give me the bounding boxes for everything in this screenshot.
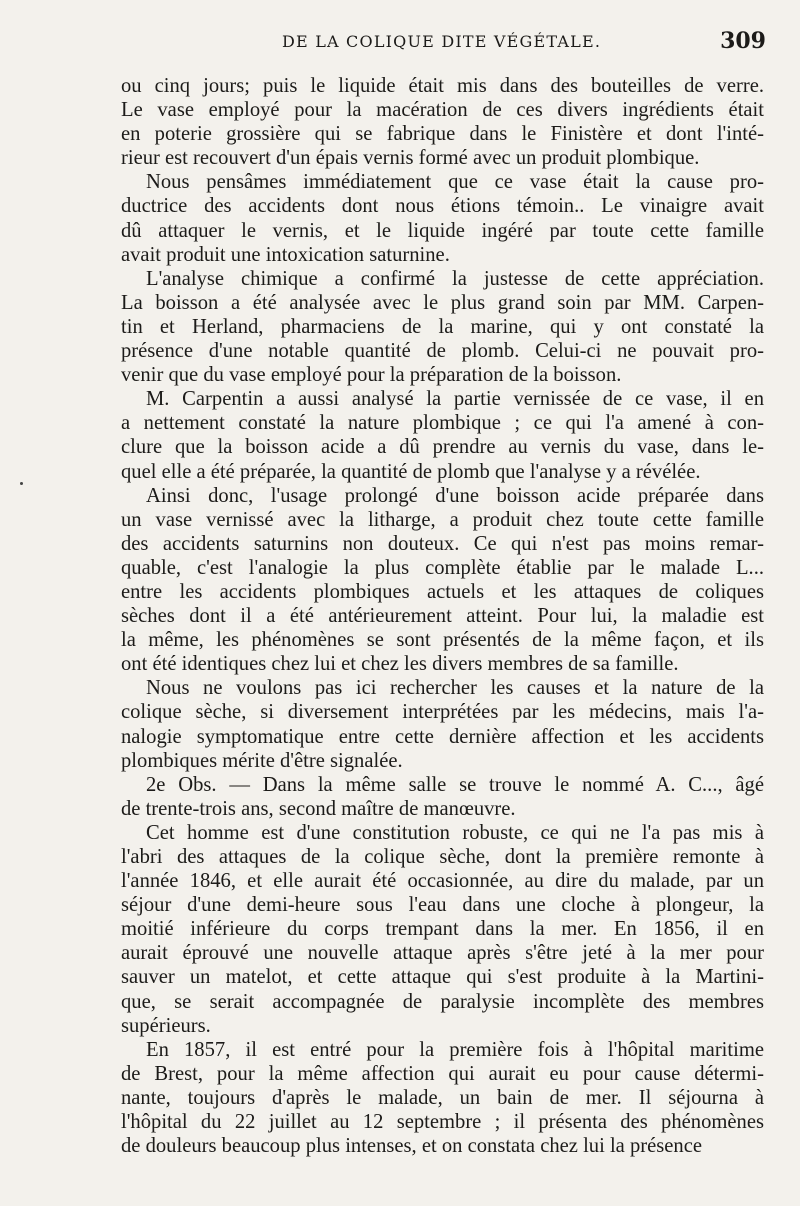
text-line: de trente-trois ans, second maître de manœuvre. xyxy=(121,797,516,820)
text-line: un vase vernissé avec la litharge, a produit chez toute cette famille xyxy=(121,508,764,531)
text-line: moitié inférieure du corps trempant dans la mer. En 1856, il en xyxy=(121,918,764,941)
text-line: ont été identiques chez lui et chez les divers membres de sa famille. xyxy=(121,653,679,676)
text-line: colique sèche, si diversement interprétées par les médecins, mais l'a- xyxy=(121,701,764,724)
page-number: 309 xyxy=(720,28,766,54)
text-line: des accidents saturnins non douteux. Ce qui n'est pas moins remar- xyxy=(121,532,764,555)
text-line: nante, toujours d'après le malade, un bain de mer. Il séjourna à xyxy=(121,1086,764,1109)
text-line: En 1857, il est entré pour la première fois à l'hôpital maritime xyxy=(146,1038,764,1061)
text-line: clure que la boisson acide a dû prendre au vernis du vase, dans le- xyxy=(121,436,764,459)
text-line: aurait éprouvé une nouvelle attaque après s'être jeté à la mer pour xyxy=(121,942,764,965)
text-line: tin et Herland, pharmaciens de la marine, qui y ont constaté la xyxy=(121,315,764,338)
text-line: La boisson a été analysée avec le plus grand soin par MM. Carpen- xyxy=(121,291,764,314)
text-line: l'hôpital du 22 juillet au 12 septembre ; il présenta des phénomènes xyxy=(121,1111,764,1134)
text-line: L'analyse chimique a confirmé la justesse de cette appréciation. xyxy=(146,267,764,290)
text-line: plombiques mérite d'être signalée. xyxy=(121,749,403,772)
text-line: Ainsi donc, l'usage prolongé d'une boisson acide préparée dans xyxy=(146,484,764,507)
text-line: l'abri des attaques de la colique sèche, dont la première remonte à xyxy=(121,846,764,868)
text-line: avait produit une intoxication saturnine. xyxy=(121,243,450,266)
text-line: présence d'une notable quantité de plomb. Celui-ci ne pouvait pro- xyxy=(121,340,764,363)
text-line: entre les accidents plombiques actuels et les attaques de coliques xyxy=(121,580,764,603)
paragraph xyxy=(121,74,764,170)
paragraph xyxy=(121,170,764,266)
text-line: la même, les phénomènes se sont présentés de la même façon, et ils xyxy=(121,629,764,652)
text-line: ou cinq jours; puis le liquide était mis dans des bouteilles de verre. xyxy=(121,75,764,97)
text-line: a nettement constaté la nature plombique ; ce qui l'a amené à con- xyxy=(121,412,764,435)
text-line: nalogie symptomatique entre cette dernière affection et les accidents xyxy=(121,725,764,748)
text-line: de Brest, pour la même affection qui aurait eu pour cause détermi- xyxy=(121,1062,764,1085)
text-line: quable, c'est l'analogie la plus complète établie par le malade L... xyxy=(121,556,764,579)
paragraph xyxy=(121,821,764,1038)
text-line: ductrice des accidents dont nous étions témoin.. Le vinaigre avait xyxy=(121,195,764,218)
paragraph xyxy=(121,1038,764,1158)
page-header xyxy=(0,28,800,68)
paragraph xyxy=(121,676,764,772)
paragraph xyxy=(121,484,764,677)
text-line: 2e Obs. — Dans la même salle se trouve le nommé A. C..., âgé xyxy=(146,773,764,796)
text-line: venir que du vase employé pour la préparation de la boisson. xyxy=(121,364,622,387)
text-line: quel elle a été préparée, la quantité de plomb que l'analyse y a révélée. xyxy=(121,460,701,483)
text-line: de douleurs beaucoup plus intenses, et on constata chez lui la présence xyxy=(121,1135,702,1158)
text-line: supérieurs. xyxy=(121,1014,211,1037)
text-line: sèches dont il a été antérieurement atteint. Pour lui, la maladie est xyxy=(121,605,764,628)
page-body xyxy=(121,74,764,1158)
text-line: M. Carpentin a aussi analysé la partie vernissée de ce vase, il en xyxy=(146,388,764,411)
paragraph xyxy=(121,387,764,483)
margin-mark xyxy=(20,482,23,485)
paragraph xyxy=(121,773,764,821)
running-title: DE LA COLIQUE DITE VÉGÉTALE. xyxy=(282,32,602,51)
paragraph xyxy=(121,267,764,387)
text-line: dû attaquer le vernis, et le liquide ingéré par toute cette famille xyxy=(121,219,764,242)
text-line: en poterie grossière qui se fabrique dans le Finistère et dont l'inté- xyxy=(121,123,764,146)
text-line: l'année 1846, et elle aurait été occasionnée, au dire du malade, par un xyxy=(121,870,764,893)
text-line: Le vase employé pour la macération de ces divers ingrédients était xyxy=(121,99,764,122)
text-line: Cet homme est d'une constitution robuste, ce qui ne l'a pas mis à xyxy=(146,821,764,844)
text-line: sauver un matelot, et cette attaque qui s'est produite à la Martini- xyxy=(121,966,764,989)
text-line: séjour d'une demi-heure sous l'eau dans une cloche à plongeur, la xyxy=(121,894,764,917)
text-line: que, se serait accompagnée de paralysie incomplète des membres xyxy=(121,990,764,1013)
text-line: Nous ne voulons pas ici rechercher les causes et la nature de la xyxy=(146,677,764,700)
text-line: rieur est recouvert d'un épais vernis formé avec un produit plombique. xyxy=(121,147,700,170)
text-line: Nous pensâmes immédiatement que ce vase était la cause pro- xyxy=(146,171,764,194)
